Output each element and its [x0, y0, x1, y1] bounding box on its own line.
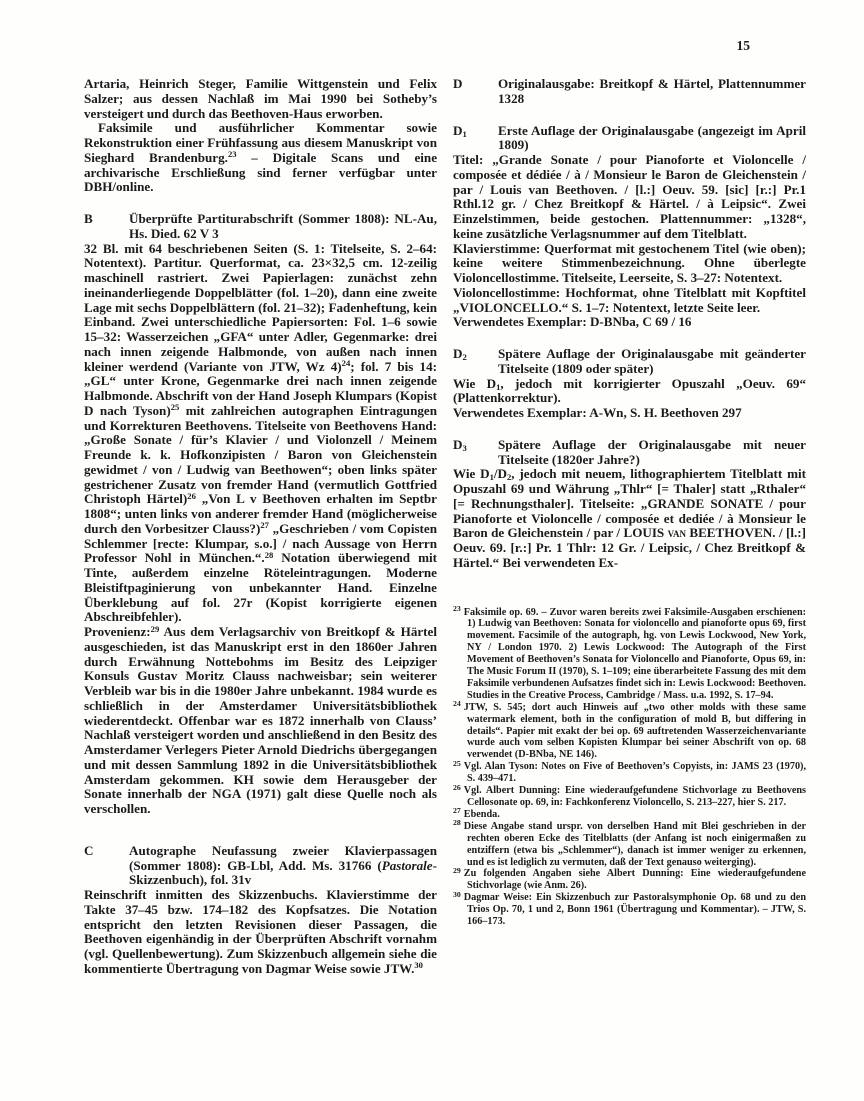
footnote-29-text: Zu folgenden Angaben siehe Albert Dunning: Eine wiederaufgefundene Stichvorlage (wie Anm. 26). — [463, 868, 806, 892]
footnote-30 — [453, 889, 806, 928]
section-d1-paragraph-title: Titel: „Grande Sonate / pour Pianoforte et Violoncelle / composée et dédiée / à / Monsieur le Baron de Gleichenstein / par / Louis van Beethoven. / [l.:] Oeuv. 59. [sic] [r.:] Pr.1 Rthl.12 gr. / Chez Breitkopf & Härtel. / à Leipsic“. Zwei Einzelstimmen, beide gestochen. Plattennummer: „1328“, keine zusätzliche Verlagsnummer auf dem Titelblatt. — [453, 152, 806, 241]
section-d3-paragraph-description: Wie $D_1/D_2$, jedoch mit neuem, lithographiertem Titelblatt mit Opuszahl 69 und Währung „Thlr“ [= Thaler] statt „Rthaler“ [= Rechnungsthaler]. Titelseite: „GRANDE SONATE / pour Pianoforte et Violoncelle / composée et dediée / à Monsieur le Baron de Gleichenstein / par / LOUIS van BEETHOVEN. / [l.:] Oeuv. 69. [r.:] Pr. 1 Thlr: 12 Gr. / Leipsic, / Chez Breitkopf & Härtel.“ Bei verwendeten Ex- — [453, 466, 807, 570]
section-d2 — [453, 347, 806, 421]
section-b-heading-text: Überprüfte Partiturabschrift (Sommer 1808): NL-Au, Hs. Died. 62 V 3 — [129, 211, 437, 241]
section-d1-paragraph-cello-part: Violoncellostimme: Hochformat, ohne Titelblatt mit Kopftitel „VIOLONCELLO.“ S. 1–7: Notentext, letzte Seite leer. — [453, 284, 806, 315]
footnote-29 — [453, 865, 806, 892]
footnote-27-number: 27 — [453, 806, 461, 816]
footnote-24-text: JTW, S. 545; dort auch Hinweis auf „two other molds with these same watermark element, both in the configuration of mold B, but differing in details“. Papier mit exakt der bei op. 69 auftretenden Wasserzeichenvariante wurde auch vom selben Kopisten Klumpar bei seiner Abschrift von op. 68 verwendet (D-BNba, NE 146). — [463, 701, 806, 761]
section-d2-label: $D_2$ — [453, 346, 467, 362]
footnote-25-number: 25 — [453, 758, 461, 768]
section-d3-heading-text: Spätere Auflage der Originalausgabe mit neuer Titelseite (1820er Jahre?) — [498, 436, 806, 467]
footnote-28-text: Diese Angabe stand urspr. von derselben Hand mit Blei geschrieben in der rechten oberen Ecke des Titelblatts (der Anfang ist noch einigermaßen zu entziffern (etwa bis „Schlemmer“), danach ist immer weniger zu erkennen, und es ist lediglich zu vermuten, daß der Text genauso weiterging). — [463, 820, 806, 868]
section-c-heading-text: Autographe Neufassung zweier Klavierpassagen (Sommer 1808): GB-Lbl, Add. Ms. 31766 (Pastorale-Skizzenbuch), fol. 31v — [129, 842, 437, 888]
section-d1-heading-text: Erste Auflage der Originalausgabe (angezeigt im April 1809) — [498, 122, 806, 153]
section-d-heading — [453, 77, 806, 107]
section-b-paragraph-description: 32 Bl. mit 64 beschriebenen Seiten (S. 1: Titelseite, S. 2–64: Notentext). Partitur. Querformat, ca. 23×32,5 cm. 12-zeilig maschinell rastriert. Zwei Papierlagen: zunächst zehn ineinanderliegende Doppelblätter (fol. 1–20), dann eine zweite Lage mit sechs Doppelblättern (fol. 21–32); Fadenheftung, kein Einband. Zwei unterschiedliche Papiersorten: Fol. 1–6 sowie 15–32: Wasserzeichen „GFA“ unter Adler, Gegenmarke: drei nach innen zeigende Halbmonde, von außen nach innen kleiner werdend (Variante von JTW, Wz 4)$^{24}$; fol. 7 bis 14: „GL“ unter Krone, Gegenmarke drei nach innen zeigende Halbmonde. Abschrift von der Hand Joseph Klumpars (Kopist D nach Tyson)$^{25}$ mit zahlreichen autographen Eintragungen und Korrekturen Beethovens. Titelseite von Beethovens Hand: „Große Sonate / für’s Klavier / und Violonzell / Meinem Freunde k. k. Hofkonzipisten / Baron von Gleichenstein gewidmet / von / Ludwig van Beethowen“; oben links später gestrichener Zusatz von fremder Hand (vermutlich Gottfried Christoph Härtel)$^{26}$ „Von L v Beethoven erhalten im Septbr 1808“; unten links von anderer fremder Hand (möglicherweise durch den Vorbesitzer Clauss?)$^{27}$ „Geschrieben / vom Copisten Schlemmer [recte: Klumpar, s.o.] / nach Aussage von Herrn Professor Nohl in München.“.$^{28}$ Notation überwiegend mit Tinte, außerdem einzelne Röteleintragungen. Moderne Bleistiftpaginierung von unbekannter Hand. Einzelne Überklebung auf fol. 27r (Kopist korrigierte eigenen Abschreibfehler). — [84, 240, 438, 625]
section-d1-heading — [453, 124, 806, 154]
section-d — [453, 77, 806, 107]
section-b-heading — [84, 212, 437, 242]
section-c — [84, 844, 437, 977]
section-d2-heading-text: Spätere Auflage der Originalausgabe mit geänderter Titelseite (1809 oder später) — [498, 346, 806, 376]
footnote-25-text: Vgl. Alan Tyson: Notes on Five of Beethoven’s Copyists, in: JAMS 23 (1970), S. 439–471. — [463, 761, 806, 785]
intro-paragraph-facsimile: Faksimile und ausführlicher Kommentar sowie Rekonstruktion einer Frühfassung aus diesem Manuskript von Sieghard Brandenburg.$^{23}$ – Digitale Scans und eine archivarische Erschließung sind ferner verfügbar unter DBH/online. — [84, 120, 438, 195]
footnote-26-text: Vgl. Albert Dunning: Eine wiederaufgefundene Stichvorlage zu Beethovens Cellosonate op. 69, in: Fachkonferenz Violoncello, S. 213–227, hier S. 217. — [463, 785, 806, 808]
section-d1-paragraph-exemplar: Verwendetes Exemplar: D-BNba, C 69 / 16 — [453, 314, 692, 330]
footnote-27-text: Ebenda. — [463, 808, 500, 820]
footnote-23-number: 23 — [453, 604, 461, 613]
section-d1 — [453, 124, 806, 331]
footnote-27 — [453, 806, 806, 821]
footnote-24-number: 24 — [453, 699, 461, 709]
footnote-26 — [453, 782, 806, 809]
section-d2-heading — [453, 347, 806, 377]
text-columns — [84, 77, 806, 1067]
footnote-28-number: 28 — [453, 818, 461, 828]
section-d-heading-text: Originalausgabe: Breitkopf & Härtel, Plattennummer 1328 — [498, 76, 806, 106]
intro-paragraph-continuation: Artaria, Heinrich Steger, Familie Wittgenstein und Felix Salzer; aus dessen Nachlaß im Mai 1990 bei Sotheby’s versteigert und durch das Beethoven-Haus erworben. — [84, 76, 437, 121]
section-d3-label: $D_3$ — [453, 436, 467, 453]
section-b-paragraph-provenance: Provenienz:$^{29}$ Aus dem Verlagsarchiv von Breitkopf & Härtel ausgeschieden, ist das Manuskript erst in den 1860er Jahren durch Erwähnung Nottebohms im Besitz des Leipziger Konsuls Gustav Moritz Clauss nachweisbar; sein weiterer Verbleib war bis in die 1980er Jahre unbekannt. 1984 wurde es schließlich in der Amsterdamer Universitätsbibliothek wiederentdeckt. Offenbar war es 1872 innerhalb von Clauss’ Nachlaß versteigert worden und anschließend in den Besitz des Amsterdamer Verlegers Pieter Arnold Diedrichs übergegangen und mit dessen Sammlung 1892 in die Universitätsbibliothek Amsterdam gekommen. KH sowie dem Herausgeber der Sonate innerhalb der NGA (1971) galt diese Quelle noch als verschollen. — [84, 623, 437, 816]
section-d3-heading — [453, 438, 806, 468]
footnote-23 — [453, 604, 806, 702]
right-column — [453, 77, 806, 1067]
section-d2-paragraph-exemplar: Verwendetes Exemplar: A-Wn, S. H. Beethoven 297 — [453, 405, 742, 420]
section-d3 — [453, 438, 806, 571]
section-b — [84, 212, 437, 817]
left-column — [84, 77, 437, 1067]
section-d-label: D — [453, 76, 463, 91]
footnote-24 — [453, 699, 806, 762]
section-d1-label: $D_1$ — [453, 122, 467, 139]
footnote-30-text: Dagmar Weise: Ein Skizzenbuch zur Pastoralsymphonie Op. 68 und zu den Trios Op. 70, 1 und 2, Bonn 1961 (Übertragung und Kommentar). – JTW, S. 166–173. — [463, 892, 806, 928]
footnote-30-number: 30 — [453, 889, 461, 899]
footnote-23-text: Faksimile op. 69. – Zuvor waren bereits zwei Faksimile-Ausgaben erschienen: 1) Ludwig van Beethoven: Sonata for violoncello and pianoforte opus 69, first movement. Facsimile of the autograph, hg. von Lewis Lockwood, New York, NY / London 1970. 2) Lewis Lockwood: The Autograph of the First Movement of Beethoven’s Sonata for Violoncello and Pianoforte, Opus 69, in: The Music Forum II (1970), S. 1–109; eine überarbeitete Fassung des mit dem Faksimile verbundenen Aufsatzes findet sich in: Lewis Lockwood: Beethoven. Studies in the Creative Process, Cambridge / Mass. u.a. 1992, S. 17–94. — [463, 606, 806, 701]
section-c-paragraph: Reinschrift inmitten des Skizzenbuchs. Klavierstimme der Takte 37–45 bzw. 174–182 des Kopfsatzes. Die Notation entspricht den letzten Revisionen dieser Passagen, die Beethoven eigenhändig in der Überprüften Abschrift vornahm (vgl. Quellenbewertung). Zum Skizzenbuch allgemein siehe die kommentierte Übertragung von Dagmar Weise sowie JTW.$^{30}$ — [84, 887, 437, 976]
page-number: 15 — [736, 38, 750, 53]
footnote-25 — [453, 758, 806, 785]
section-b-label: B — [84, 211, 93, 226]
footnote-29-number: 29 — [453, 865, 461, 875]
section-c-label: C — [84, 842, 94, 858]
footnote-28 — [453, 818, 806, 869]
section-d2-paragraph-description: Wie $D_1$, jedoch mit korrigierter Opuszahl „Oeuv. 69“ (Plattenkorrektur). — [453, 375, 807, 406]
section-c-heading — [84, 844, 437, 888]
footnote-26-number: 26 — [453, 782, 461, 792]
footnotes-block — [453, 604, 806, 928]
section-d1-paragraph-piano-part: Klavierstimme: Querformat mit gestochenem Titel (wie oben); keine weitere Stimmenbezeichnung. Ohne überlegte Violoncellostimme. Titelseite, Leerseite, S. 3–27: Notentext. — [453, 240, 806, 285]
